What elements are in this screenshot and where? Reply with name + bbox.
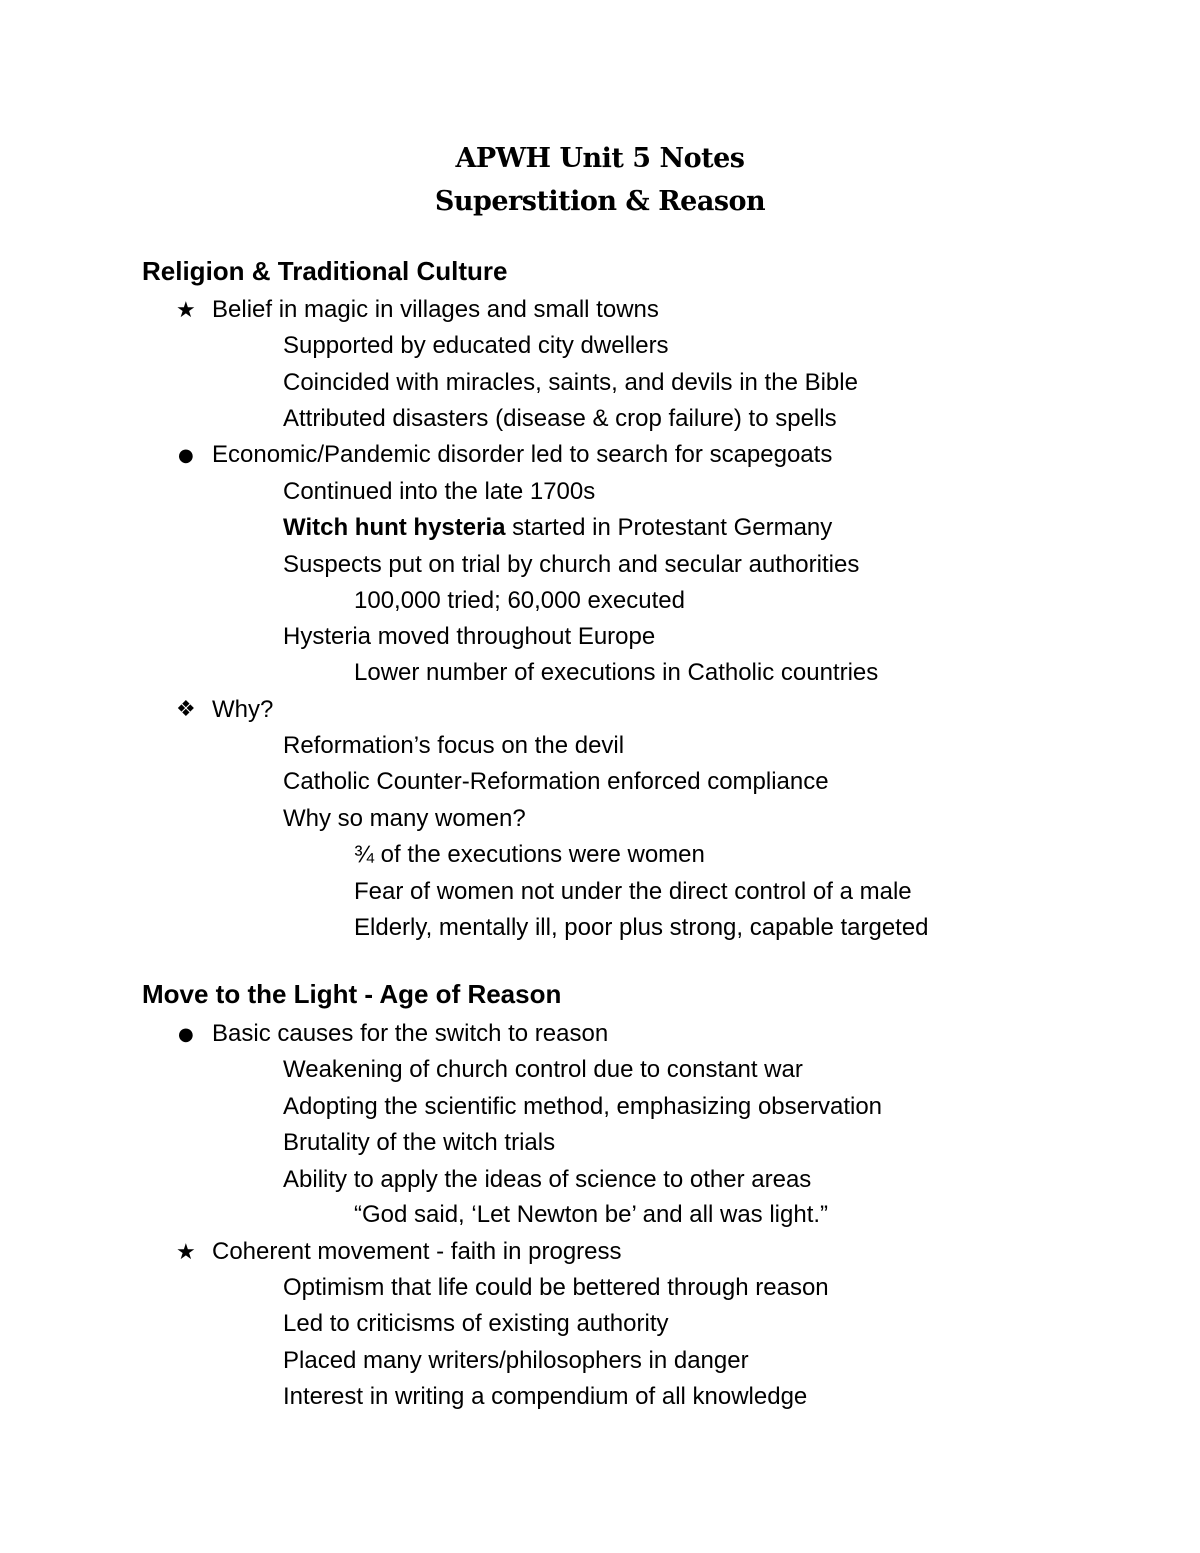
list-item: Weakening of church control due to constant war [283, 1056, 803, 1083]
list-item: “God said, ‘Let Newton be’ and all was light.” [354, 1201, 829, 1228]
list-item: Suspects put on trial by church and secular authorities [283, 551, 860, 578]
list-item: Reformation’s focus on the devil [283, 732, 625, 759]
list-item: Continued into the late 1700s [283, 478, 596, 505]
list-item: Why? [212, 696, 274, 723]
list-item: Supported by educated city dwellers [283, 332, 669, 359]
bold-term: Witch hunt hysteria [283, 514, 506, 541]
star-bullet-icon: ★ [176, 298, 196, 323]
list-item: Elderly, mentally ill, poor plus strong, capable targeted [354, 914, 929, 941]
document-title: APWH Unit 5 Notes [455, 143, 745, 174]
document-subtitle: Superstition & Reason [434, 186, 766, 217]
diamond-bullet-icon: ❖ [176, 697, 196, 722]
list-item: Coincided with miracles, saints, and devils in the Bible [283, 369, 858, 396]
list-item: Economic/Pandemic disorder led to search for scapegoats [212, 441, 833, 468]
list-item [283, 513, 832, 543]
list-item: Why so many women? [283, 805, 526, 832]
list-item: Hysteria moved throughout Europe [283, 623, 656, 650]
list-item: Attributed disasters (disease & crop failure) to spells [283, 405, 837, 432]
list-item: Catholic Counter-Reformation enforced compliance [283, 768, 829, 795]
list-item: Brutality of the witch trials [283, 1129, 556, 1156]
list-item: Optimism that life could be bettered through reason [283, 1274, 829, 1301]
list-item-rest: started in Protestant Germany [505, 514, 833, 541]
list-item: Coherent movement - faith in progress [212, 1238, 622, 1265]
list-item: Interest in writing a compendium of all knowledge [283, 1383, 808, 1410]
list-item: Adopting the scientific method, emphasizing observation [283, 1093, 883, 1120]
list-item: Fear of women not under the direct control of a male [354, 878, 912, 905]
list-item: Ability to apply the ideas of science to other areas [283, 1166, 812, 1193]
section-heading-religion: Religion & Traditional Culture [142, 256, 508, 286]
list-item: ¾ of the executions were women [354, 841, 705, 868]
list-item: 100,000 tried; 60,000 executed [354, 587, 685, 614]
dot-bullet-icon: ● [178, 1024, 194, 1045]
list-item: Belief in magic in villages and small towns [212, 296, 659, 323]
list-item: Lower number of executions in Catholic countries [354, 659, 879, 686]
list-item: Placed many writers/philosophers in danger [283, 1347, 749, 1374]
star-bullet-icon: ★ [176, 1240, 196, 1265]
section-heading-age-of-reason: Move to the Light - Age of Reason [142, 979, 562, 1009]
list-item: Led to criticisms of existing authority [283, 1310, 669, 1337]
list-item: Basic causes for the switch to reason [212, 1020, 609, 1047]
dot-bullet-icon: ● [178, 445, 194, 466]
